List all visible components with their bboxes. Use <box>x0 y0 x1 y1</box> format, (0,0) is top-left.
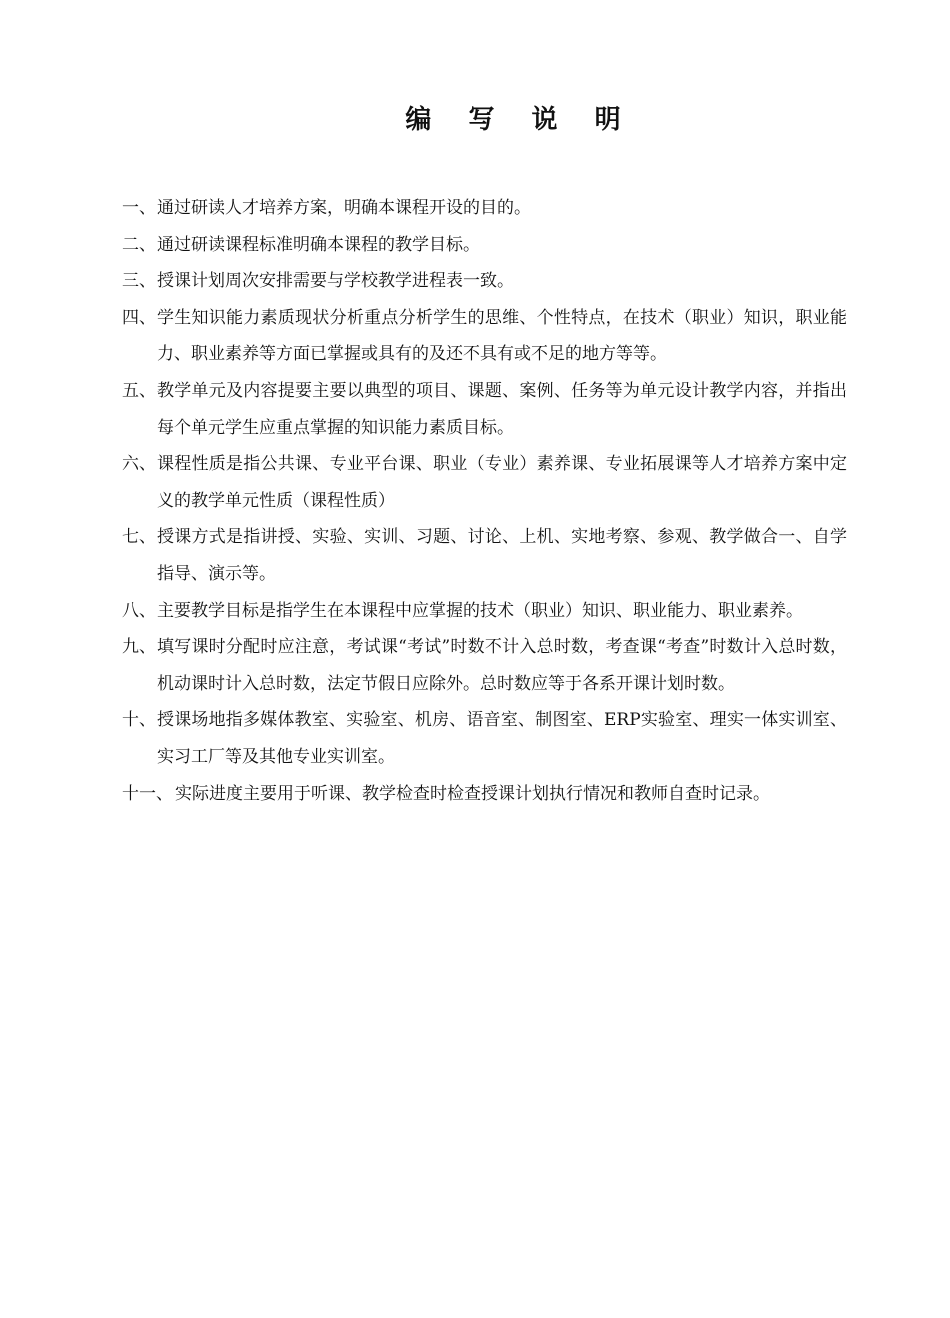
list-item <box>122 519 847 592</box>
item-text: 主要教学目标是指学生在本课程中应掌握的技术（职业）知识、职业能力、职业素养。 <box>157 600 803 621</box>
list-item <box>122 263 847 300</box>
item-number: 八、 <box>122 600 156 621</box>
item-text: 授课计划周次安排需要与学校教学进程表一致。 <box>157 271 514 292</box>
list-item <box>122 373 847 446</box>
list-item <box>122 702 847 775</box>
item-number: 十、 <box>122 710 156 731</box>
item-text: 通过研读人才培养方案，明确本课程开设的目的。 <box>157 198 531 218</box>
list-item <box>122 190 847 227</box>
list-item <box>122 446 847 519</box>
item-text: 授课方式是指讲授、实验、实训、习题、讨论、上机、实地考察、参观、教学做合一、自学指导、演示等。 <box>157 527 847 584</box>
instruction-list <box>122 190 847 812</box>
item-text: 填写课时分配时应注意，考试课“考试”时数不计入总时数，考查课“考查”时数计入总时数，机动课时计入总时数，法定节假日应除外。总时数应等于各系开课计划时数。 <box>157 637 847 694</box>
list-item <box>122 776 847 813</box>
list-item <box>122 300 847 373</box>
list-item <box>122 227 847 264</box>
list-item <box>122 629 847 702</box>
item-number: 五、 <box>122 380 156 401</box>
list-item <box>122 593 847 630</box>
item-number: 三、 <box>122 271 156 292</box>
item-number: 七、 <box>122 527 156 548</box>
item-text: 实际进度主要用于听课、教学检查时检查授课计划执行情况和教师自查时记录。 <box>175 783 770 804</box>
item-text: 授课场地指多媒体教室、实验室、机房、语音室、制图室、ERP实验室、理实一体实训室、实习工厂等及其他专业实训室。 <box>157 710 847 767</box>
item-number: 四、 <box>122 307 156 328</box>
item-number: 一、 <box>122 198 156 218</box>
page-title: 编 写 说 明 <box>405 105 635 135</box>
item-text: 学生知识能力素质现状分析重点分析学生的思维、个性特点，在技术（职业）知识，职业能力、职业素养等方面已掌握或具有的及还不具有或不足的地方等等。 <box>157 307 847 365</box>
item-number: 九、 <box>122 637 156 658</box>
item-text: 课程性质是指公共课、专业平台课、职业（专业）素养课、专业拓展课等人才培养方案中定义的教学单元性质（课程性质） <box>157 454 847 511</box>
item-text: 教学单元及内容提要主要以典型的项目、课题、案例、任务等为单元设计教学内容，并指出每个单元学生应重点掌握的知识能力素质目标。 <box>157 380 847 438</box>
item-number: 十一、 <box>122 783 173 804</box>
item-text: 通过研读课程标准明确本课程的教学目标。 <box>157 234 480 255</box>
item-number: 六、 <box>122 454 156 475</box>
item-number: 二、 <box>122 234 156 255</box>
